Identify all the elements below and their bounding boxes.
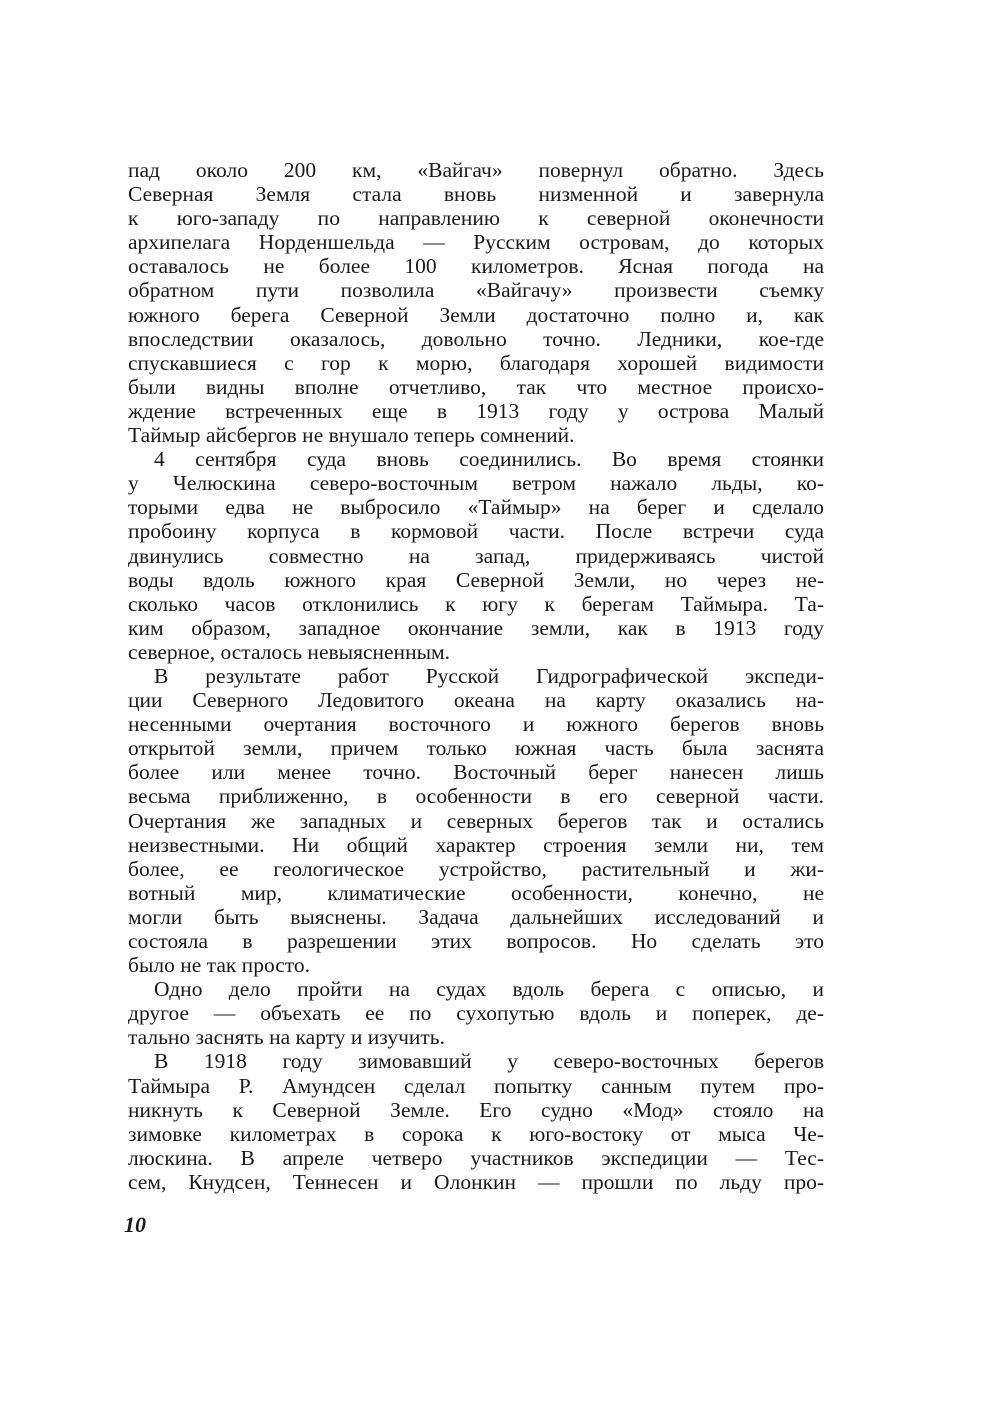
paragraph [128,1049,824,1194]
text-line: было не так просто. [128,953,311,978]
text-line: В 1918 году зимовавший у северо-восточных берегов [154,1049,824,1074]
text-line: пад около 200 км, «Вайгач» повернул обратно. Здесь [128,158,824,182]
text-line: Таймыра Р. Амундсен сделал попытку санным путем про- [128,1073,824,1098]
text-line: южного берега Северной Земли достаточно полно и, как [128,302,824,327]
text-line: более, ее геологическое устройство, растительный и жи- [128,856,824,881]
text-line: впоследствии оказалось, довольно точно. Ледники, кое-где [128,326,824,351]
text-line: открытой земли, причем только южная часть была заснята [128,736,824,761]
text-line: ции Северного Ледовитого океана на карту оказались на- [128,688,824,713]
page-body [128,158,824,1194]
text-line: ким образом, западное окончание земли, как в 1913 году [128,615,824,640]
paragraph [128,664,824,977]
text-line: зимовке километрах в сорока к юго-востоку от мыса Че- [128,1121,824,1146]
text-line: Северная Земля стала вновь низменной и завернула [128,182,824,207]
text-line: Очертания же западных и северных берегов так и остались [128,808,824,833]
text-line: Одно дело пройти на судах вдоль берега с описью, и [154,977,824,1002]
text-line: несенными очертания восточного и южного берегов вновь [128,712,824,737]
paragraph [128,977,824,1049]
text-line: другое — объехать ее по сухопутью вдоль и поперек, де- [128,1001,824,1026]
text-line: могли быть выяснены. Задача дальнейших исследований и [128,904,824,929]
text-line: тально заснять на карту и изучить. [128,1025,445,1050]
text-line: более или менее точно. Восточный берег нанесен лишь [128,760,824,785]
text-line: неизвестными. Ни общий характер строения земли ни, тем [128,832,824,857]
text-line: Таймыр айсбергов не внушало теперь сомнений. [128,423,575,448]
text-line: пробоину корпуса в кормовой части. После встречи суда [128,519,824,544]
text-line: северное, осталось невыясненным. [128,639,450,664]
text-line: воды вдоль южного края Северной Земли, но через не- [128,567,824,592]
paragraph [128,158,824,447]
text-line: никнуть к Северной Земле. Его судно «Мод» стояло на [128,1097,824,1122]
text-line: двинулись совместно на запад, придерживаясь чистой [128,543,824,568]
text-line: люскина. В апреле четверо участников экспедиции — Тес- [128,1145,824,1170]
text-line: В результате работ Русской Гидрографической экспеди- [154,663,824,688]
text-line: архипелага Норденшельда — Русским островам, до которых [128,230,824,255]
text-line: у Челюскина северо-восточным ветром нажало льды, ко- [128,471,824,496]
text-line: весьма приближенно, в особенности в его северной части. [128,784,824,809]
text-line: сем, Кнудсен, Теннесен и Олонкин — прошли по льду про- [128,1169,824,1194]
text-line: 4 сентября суда вновь соединились. Во время стоянки [154,447,824,472]
text-line: были видны вполне отчетливо, так что местное происхо- [128,374,824,399]
text-line: торыми едва не выбросило «Таймыр» на берег и сделало [128,495,824,520]
text-line: состояла в разрешении этих вопросов. Но сделать это [128,929,824,953]
paragraph [128,447,824,664]
text-line: вотный мир, климатические особенности, конечно, не [128,880,824,905]
text-line: ждение встреченных еще в 1913 году у острова Малый [128,398,824,423]
page-number: 10 [124,1212,146,1237]
text-line: сколько часов отклонились к югу к берегам Таймыра. Та- [128,591,824,616]
text-line: обратном пути позволила «Вайгачу» произвести съемку [128,278,824,303]
text-line: спускавшиеся с гор к морю, благодаря хорошей видимости [128,350,824,375]
text-line: к юго-западу по направлению к северной оконечности [128,206,824,231]
text-line: оставалось не более 100 километров. Ясная погода на [128,254,824,279]
